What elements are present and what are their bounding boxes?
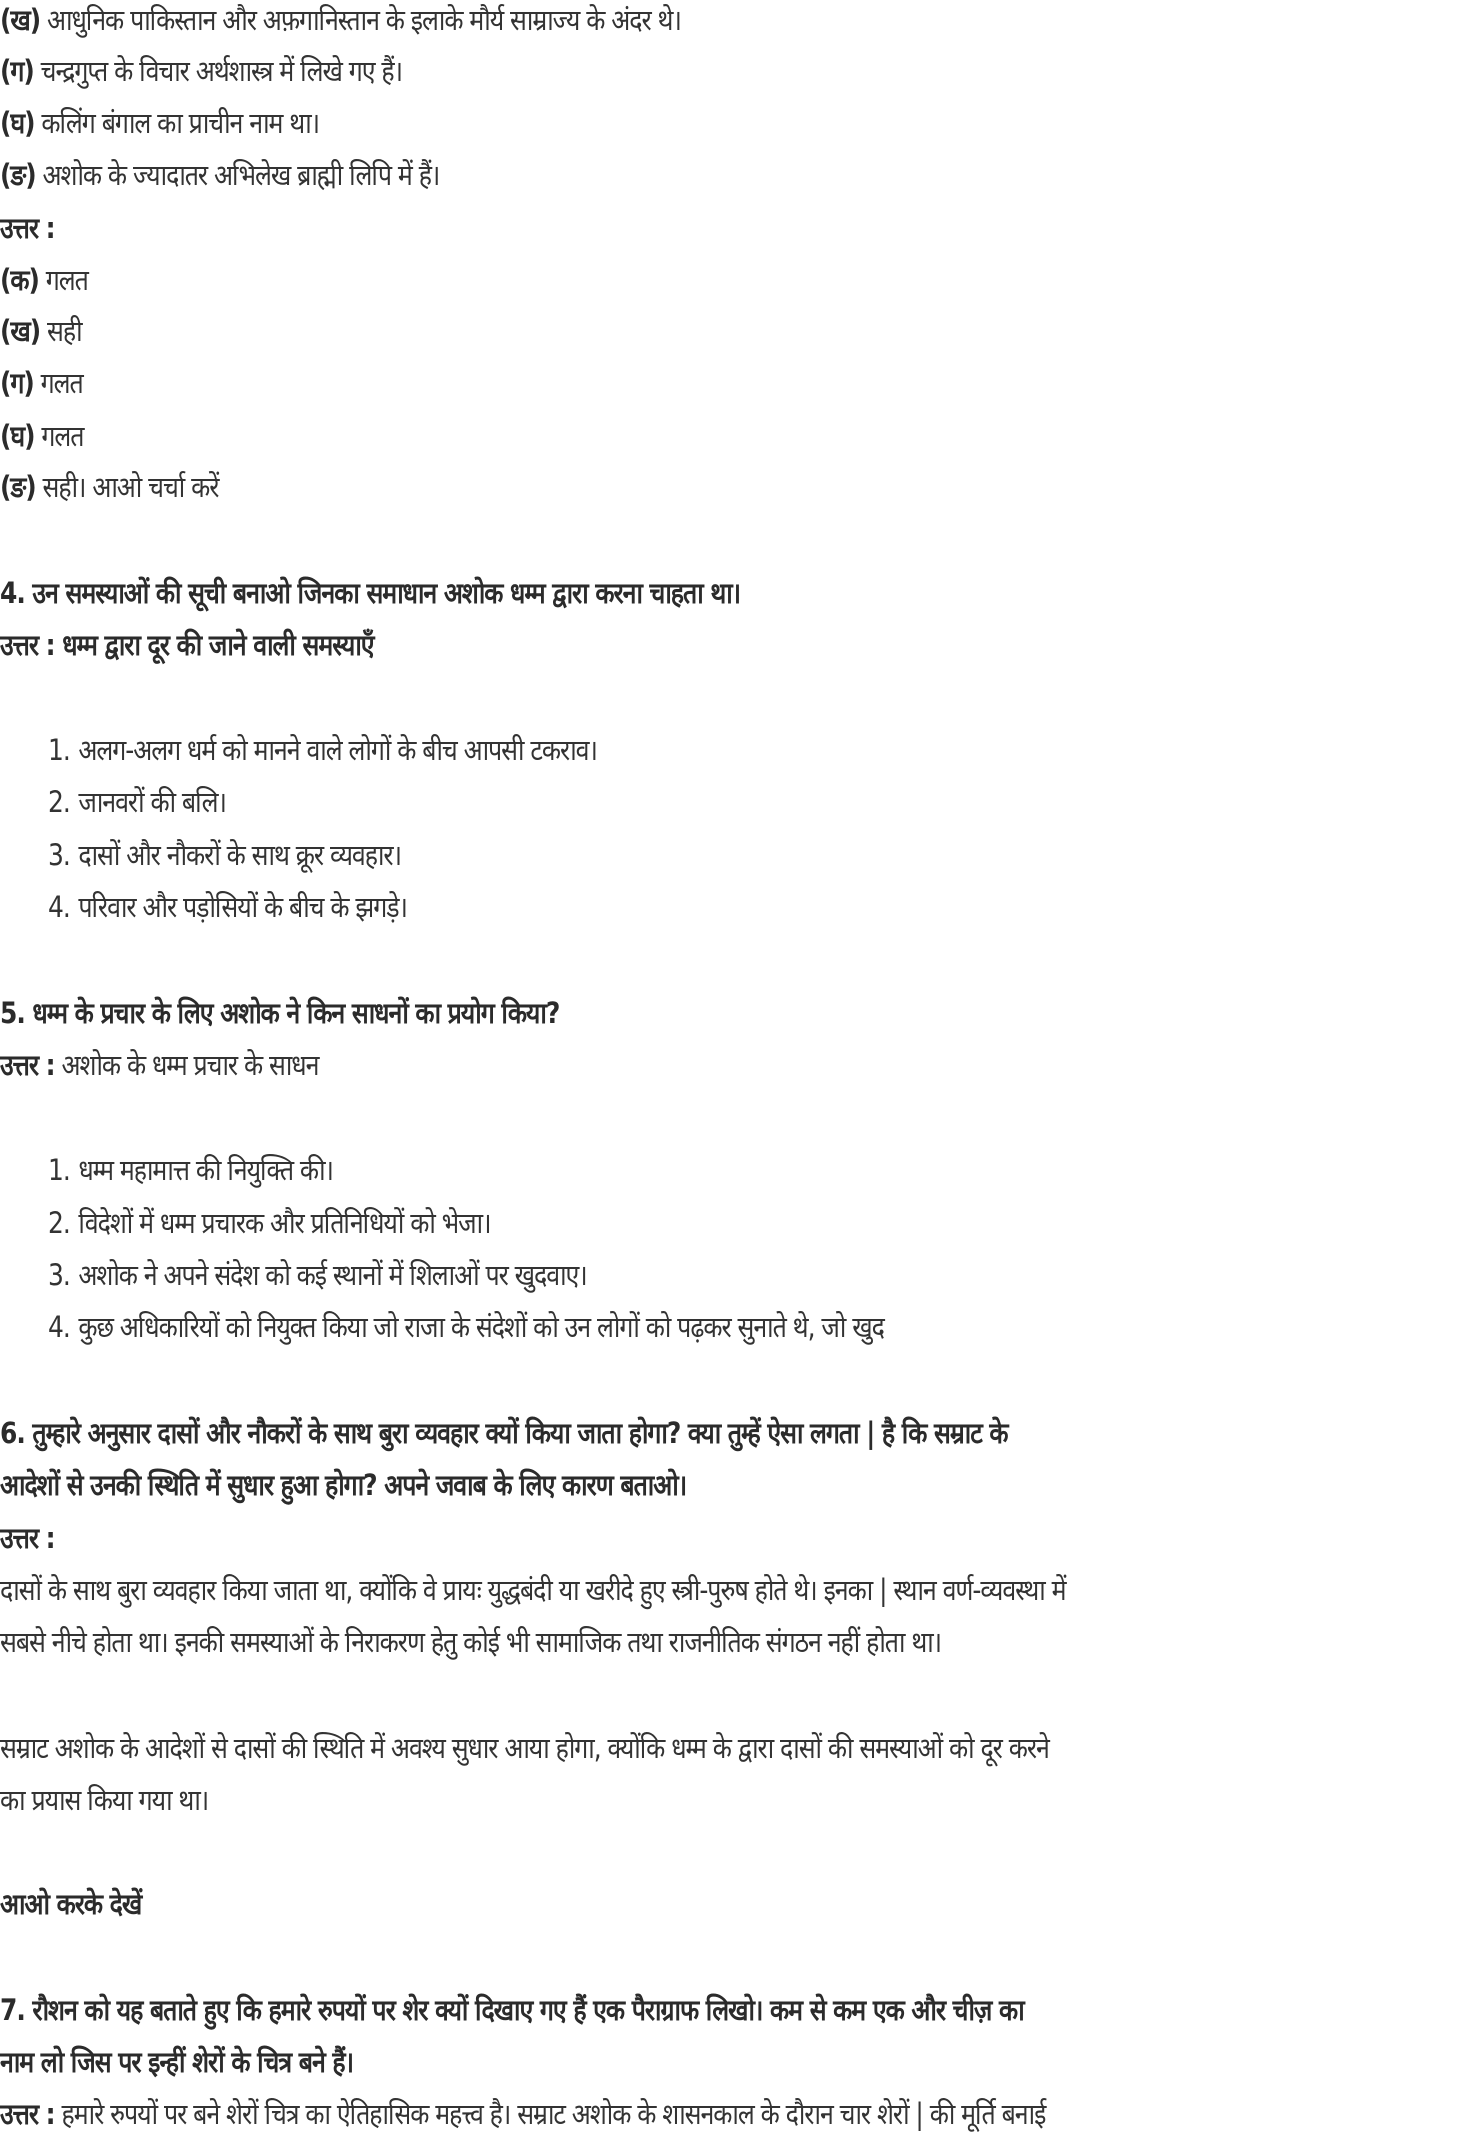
answer-text: गलत: [40, 366, 83, 400]
question-7-line-1: 7. रौशन को यह बताते हुए कि हमारे रुपयों पर शेर क्यों दिखाए गए हैं एक पैराग्राफ लिखो। कम से कम एक और चीज़ का: [0, 1993, 1024, 2027]
question-4: 4. उन समस्याओं की सूची बनाओ जिनका समाधान अशोक धम्म द्वारा करना चाहता था।: [0, 576, 741, 610]
question-4-answer-heading: उत्तर : धम्म द्वारा दूर की जाने वाली समस्याएँ: [0, 628, 374, 662]
statement-marker: (ग): [0, 54, 34, 88]
answer-label: उत्तर :: [0, 211, 55, 245]
list-item: [48, 782, 226, 822]
question-5: 5. धम्म के प्रचार के लिए अशोक ने किन साधनों का प्रयोग किया?: [0, 996, 560, 1030]
list-number: 3.: [48, 838, 70, 872]
answer-text: गलत: [45, 263, 88, 297]
statement-text: चन्द्रगुप्त के विचार अर्थशास्त्र में लिखे गए हैं।: [40, 54, 403, 88]
answer-paragraph-2-line-1: सम्राट अशोक के आदेशों से दासों की स्थिति में अवश्य सुधार आया होगा, क्योंकि धम्म के द्वारा दासों की समस्याओं को दूर करने: [0, 1731, 1049, 1765]
list-text: धम्म महामात्त की नियुक्ति की।: [78, 1153, 333, 1187]
list-item: [48, 887, 407, 927]
answer-paragraph-2-line-2: का प्रयास किया गया था।: [0, 1783, 209, 1817]
list-text: कुछ अधिकारियों को नियुक्त किया जो राजा के संदेशों को उन लोगों को पढ़कर सुनाते थे, जो खुद: [78, 1310, 884, 1344]
list-number: 2.: [48, 785, 70, 819]
list-number: 3.: [48, 1258, 70, 1292]
statement-gha: [0, 103, 319, 143]
statement-text: कलिंग बंगाल का प्राचीन नाम था।: [41, 106, 320, 140]
answer-label: उत्तर :: [0, 2097, 55, 2131]
answer-item: [0, 260, 88, 300]
list-text: परिवार और पड़ोसियों के बीच के झगड़े।: [78, 890, 407, 924]
list-text: अशोक ने अपने संदेश को कई स्थानों में शिलाओं पर खुदवाए।: [78, 1258, 587, 1292]
list-item: [48, 1255, 587, 1295]
answer-text: अशोक के धम्म प्रचार के साधन: [61, 1048, 319, 1082]
list-text: अलग-अलग धर्म को मानने वाले लोगों के बीच आपसी टकराव।: [78, 733, 597, 767]
answer-text: गलत: [41, 419, 84, 453]
question-5-answer: [0, 1045, 318, 1085]
list-text: जानवरों की बलि।: [78, 785, 226, 819]
answer-marker: (घ): [0, 419, 35, 453]
answer-item: [0, 467, 218, 507]
answer-item: [0, 416, 83, 456]
list-number: 4.: [48, 890, 70, 924]
list-number: 1.: [48, 733, 70, 767]
answer-item: [0, 311, 82, 351]
answer-text: हमारे रुपयों पर बने शेरों चित्र का ऐतिहासिक महत्त्व है। सम्राट अशोक के शासनकाल के दौरान चार शेरों | की मूर्ति बनाई: [61, 2097, 1046, 2131]
statement-ga: [0, 51, 402, 91]
list-number: 2.: [48, 1206, 70, 1240]
answer-marker: (ग): [0, 366, 34, 400]
list-text: दासों और नौकरों के साथ क्रूर व्यवहार।: [78, 838, 402, 872]
statement-nga: [0, 155, 439, 195]
question-6-line-2: आदेशों से उनकी स्थिति में सुधार हुआ होगा? अपने जवाब के लिए कारण बताओ।: [0, 1468, 687, 1502]
answer-paragraph-1-line-1: दासों के साथ बुरा व्यवहार किया जाता था, क्योंकि वे प्रायः युद्धबंदी या खरीदे हुए स्त्री-पुरुष होते थे। इनका | स्थान वर्ण-व्यवस्था में: [0, 1573, 1066, 1607]
answer-label: उत्तर :: [0, 1048, 55, 1082]
answer-text: सही: [47, 314, 82, 348]
answer-label: उत्तर :: [0, 1521, 55, 1555]
statement-text: अशोक के ज्यादातर अभिलेख ब्राह्मी लिपि में हैं।: [42, 158, 440, 192]
list-item: [48, 1150, 333, 1190]
list-text: विदेशों में धम्म प्रचारक और प्रतिनिधियों को भेजा।: [78, 1206, 491, 1240]
statement-kha: [0, 0, 681, 40]
list-number: 4.: [48, 1310, 70, 1344]
answer-marker: (ख): [0, 314, 41, 348]
statement-marker: (ख): [0, 3, 41, 37]
question-7-line-2: नाम लो जिस पर इन्हीं शेरों के चित्र बने हैं।: [0, 2045, 354, 2079]
answer-marker: (क): [0, 263, 39, 297]
statement-marker: (ङ): [0, 158, 36, 192]
question-6-line-1: 6. तुम्हारे अनुसार दासों और नौकरों के साथ बुरा व्यवहार क्यों किया जाता होगा? क्या तुम्हें ऐसा लगता | है कि सम्राट के: [0, 1416, 1008, 1450]
answer-paragraph-1-line-2: सबसे नीचे होता था। इनकी समस्याओं के निराकरण हेतु कोई भी सामाजिक तथा राजनीतिक संगठन नहीं होता था।: [0, 1625, 942, 1659]
list-item: [48, 835, 401, 875]
answer-text: सही। आओ चर्चा करें: [42, 470, 219, 504]
section-heading: आओ करके देखें: [0, 1887, 142, 1921]
list-item: [48, 1307, 884, 1347]
list-item: [48, 1203, 491, 1243]
statement-text: आधुनिक पाकिस्तान और अफ़गानिस्तान के इलाके मौर्य साम्राज्य के अंदर थे।: [47, 3, 681, 37]
list-item: [48, 730, 597, 770]
statement-marker: (घ): [0, 106, 35, 140]
answer-item: [0, 363, 83, 403]
question-7-answer: [0, 2094, 1045, 2134]
answer-marker: (ङ): [0, 470, 36, 504]
list-number: 1.: [48, 1153, 70, 1187]
